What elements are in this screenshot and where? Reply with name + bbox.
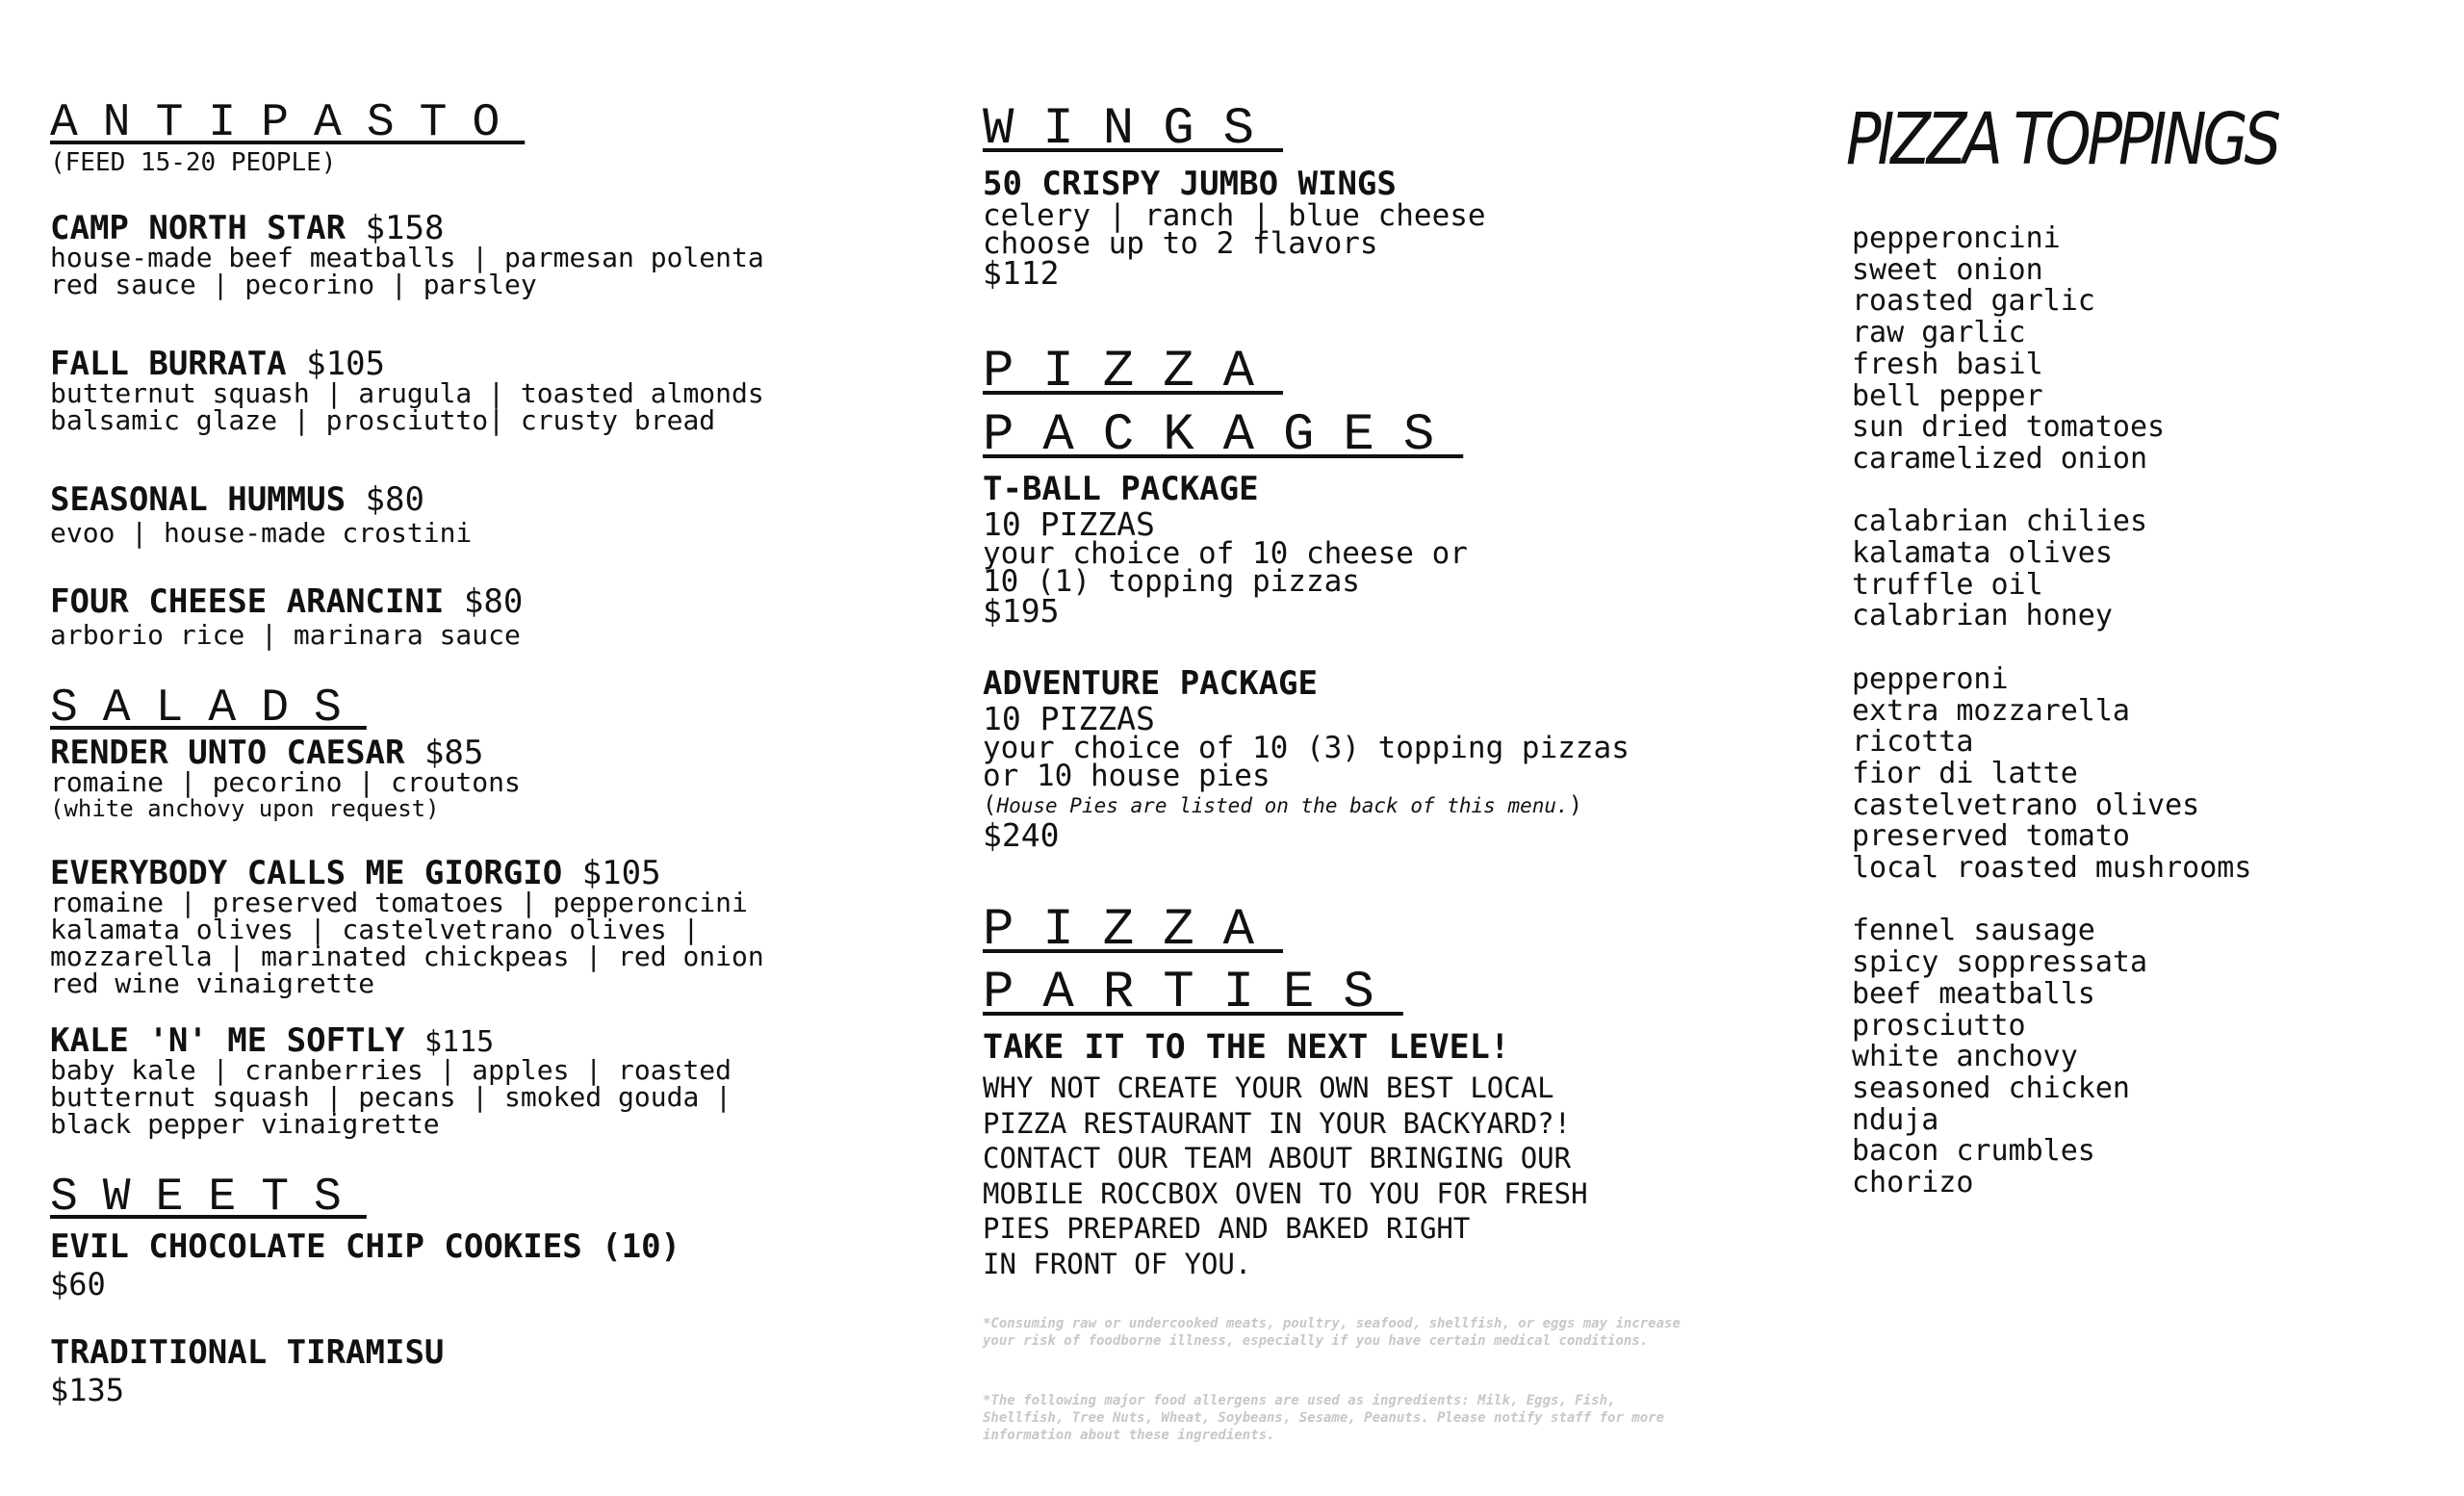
item-description: black pepper vinaigrette xyxy=(50,1108,440,1140)
item-description: butternut squash | arugula | toasted almonds xyxy=(50,377,764,409)
topping-item: sweet onion xyxy=(1852,252,2043,287)
item-description: kalamata olives | castelvetrano olives | xyxy=(50,914,700,945)
menu-item-camp-north-star xyxy=(50,209,764,300)
package-description: your choice of 10 cheese or xyxy=(983,536,1468,571)
package-note: (House Pies are listed on the back of this menu.) xyxy=(983,791,1583,818)
item-description: romaine | pecorino | croutons xyxy=(50,766,521,798)
item-description: choose up to 2 flavors xyxy=(983,226,1378,261)
toppings-list xyxy=(1852,223,2251,1199)
menu-item-everybody-calls-me-giorgio xyxy=(50,854,764,999)
topping-item: fior di latte xyxy=(1852,756,2078,790)
package-t-ball xyxy=(983,470,1468,630)
menu-item-kale-n-me-softly xyxy=(50,1021,732,1140)
raw-food-disclaimer: *Consuming raw or undercooked meats, poultry, seafood, shellfish, or eggs may increase your risk of foodborne illness, especially if you have certain medical conditions. xyxy=(983,1316,1681,1349)
topping-item: ricotta xyxy=(1852,725,1974,760)
topping-item: beef meatballs xyxy=(1852,976,2095,1011)
item-name: FALL BURRATA xyxy=(50,345,287,383)
parties-details xyxy=(983,1028,1588,1281)
topping-item: fennel sausage xyxy=(1852,914,2095,948)
item-name: CAMP NORTH STAR xyxy=(50,209,346,247)
menu-item-seasonal-hummus xyxy=(50,480,473,549)
topping-item: pepperoncini xyxy=(1852,221,2061,255)
item-price: $135 xyxy=(50,1372,125,1408)
wings-heading: WINGS xyxy=(983,100,1284,159)
topping-item: sun dried tomatoes xyxy=(1852,410,2166,445)
item-price: $115 xyxy=(424,1025,495,1059)
package-count: 10 PIZZAS xyxy=(983,700,1155,737)
item-name: EVIL CHOCOLATE CHIP COOKIES (10) xyxy=(50,1227,681,1266)
topping-item: fresh basil xyxy=(1852,347,2043,381)
topping-item: prosciutto xyxy=(1852,1008,2026,1043)
item-price: $80 xyxy=(463,582,524,621)
antipasto-serving-note: (FEED 15-20 PEOPLE) xyxy=(50,148,337,177)
toppings-group xyxy=(1852,916,2251,1199)
item-price: $105 xyxy=(581,854,661,892)
item-name: RENDER UNTO CAESAR xyxy=(50,734,405,772)
topping-item: pepperoni xyxy=(1852,661,2009,696)
topping-item: roasted garlic xyxy=(1852,284,2095,319)
item-description: arborio rice | marinara sauce xyxy=(50,619,521,651)
topping-item: calabrian chilies xyxy=(1852,504,2148,539)
topping-item: bell pepper xyxy=(1852,378,2043,413)
pizza-parties-heading-line1: PIZZA xyxy=(983,901,1284,960)
topping-item: calabrian honey xyxy=(1852,599,2113,633)
parties-body: WHY NOT CREATE YOUR OWN BEST LOCAL PIZZA RESTAURANT IN YOUR BACKYARD?! CONTACT OUR TEAM ABOUT BRINGING OUR MOBILE ROCCBOX OVEN TO YOU FOR FRESH PIES PREPARED AND BAKED RIGHT IN FRONT OF YOU. xyxy=(983,1071,1588,1280)
package-price: $195 xyxy=(983,592,1060,630)
package-description: 10 (1) topping pizzas xyxy=(983,564,1360,599)
item-description: baby kale | cranberries | apples | roasted xyxy=(50,1054,732,1086)
pizza-toppings-title: PIZZA TOPPINGS xyxy=(1846,98,2277,181)
item-description: evoo | house-made crostini xyxy=(50,517,473,549)
package-description: or 10 house pies xyxy=(983,759,1270,793)
package-adventure xyxy=(983,664,1630,854)
topping-item: spicy soppressata xyxy=(1852,945,2148,980)
item-name: KALE 'N' ME SOFTLY xyxy=(50,1021,405,1060)
package-count: 10 PIZZAS xyxy=(983,505,1155,543)
item-price: $60 xyxy=(50,1266,106,1303)
topping-item: kalamata olives xyxy=(1852,536,2113,571)
item-description: mozzarella | marinated chickpeas | red onion xyxy=(50,941,764,972)
salads-heading: SALADS xyxy=(50,683,367,735)
topping-item: raw garlic xyxy=(1852,316,2026,350)
item-description: celery | ranch | blue cheese xyxy=(983,198,1486,233)
pizza-packages-heading-line1: PIZZA xyxy=(983,343,1284,401)
topping-item: castelvetrano olives xyxy=(1852,787,2200,822)
item-name: EVERYBODY CALLS ME GIORGIO xyxy=(50,854,563,892)
topping-item: chorizo xyxy=(1852,1166,1974,1200)
item-price: $105 xyxy=(306,345,386,383)
left-column xyxy=(50,0,916,1496)
menu-item-crispy-jumbo-wings xyxy=(983,165,1486,292)
item-description: romaine | preserved tomatoes | pepperoncini xyxy=(50,887,748,918)
menu-item-traditional-tiramisu xyxy=(50,1333,445,1408)
toppings-group xyxy=(1852,223,2251,476)
topping-item: white anchovy xyxy=(1852,1040,2078,1074)
topping-item: local roasted mushrooms xyxy=(1852,851,2252,886)
topping-item: caramelized onion xyxy=(1852,441,2148,476)
item-price: $80 xyxy=(365,480,424,519)
package-price: $240 xyxy=(983,816,1060,854)
item-price: $158 xyxy=(365,209,445,247)
item-name: 50 CRISPY JUMBO WINGS xyxy=(983,165,1397,203)
item-description: red sauce | pecorino | parsley xyxy=(50,269,537,300)
item-price: $85 xyxy=(424,734,484,772)
item-name: FOUR CHEESE ARANCINI xyxy=(50,582,445,621)
item-price: $112 xyxy=(983,254,1060,292)
menu-item-render-unto-caesar xyxy=(50,736,521,821)
pizza-packages-heading-line2: PACKAGES xyxy=(983,406,1464,465)
topping-item: bacon crumbles xyxy=(1852,1134,2095,1169)
item-name: TRADITIONAL TIRAMISU xyxy=(50,1333,445,1372)
item-note: (white anchovy upon request) xyxy=(50,795,440,822)
parties-title: TAKE IT TO THE NEXT LEVEL! xyxy=(983,1028,1510,1067)
middle-column xyxy=(983,0,1810,1496)
toppings-group xyxy=(1852,661,2252,886)
menu-item-fall-burrata xyxy=(50,345,764,436)
item-name: SEASONAL HUMMUS xyxy=(50,480,346,519)
toppings-group xyxy=(1852,506,2251,632)
topping-item: seasoned chicken xyxy=(1852,1070,2130,1105)
package-name: ADVENTURE PACKAGE xyxy=(983,664,1318,703)
topping-item: nduja xyxy=(1852,1102,1939,1137)
topping-item: extra mozzarella xyxy=(1852,693,2130,728)
topping-item: truffle oil xyxy=(1852,567,2043,602)
item-description: balsamic glaze | prosciutto| crusty bread xyxy=(50,404,716,436)
antipasto-heading: ANTIPASTO xyxy=(50,97,526,149)
pizza-parties-heading-line2: PARTIES xyxy=(983,964,1403,1022)
package-name: T-BALL PACKAGE xyxy=(983,470,1259,508)
sweets-heading: SWEETS xyxy=(50,1172,367,1224)
allergen-disclaimer: *The following major food allergens are used as ingredients: Milk, Eggs, Fish, Shellfish, Tree Nuts, Wheat, Soybeans, Sesame, Peanuts. Please notify staff for more information about these ingredients. xyxy=(983,1393,1665,1443)
menu-item-evil-chocolate-chip-cookies xyxy=(50,1227,681,1303)
item-description: butternut squash | pecans | smoked gouda | xyxy=(50,1081,732,1113)
right-column xyxy=(1846,0,2424,1496)
item-description: house-made beef meatballs | parmesan polenta xyxy=(50,242,764,273)
item-description: red wine vinaigrette xyxy=(50,967,375,999)
package-description: your choice of 10 (3) topping pizzas xyxy=(983,731,1630,765)
topping-item: preserved tomato xyxy=(1852,819,2130,854)
menu-item-four-cheese-arancini xyxy=(50,582,524,651)
